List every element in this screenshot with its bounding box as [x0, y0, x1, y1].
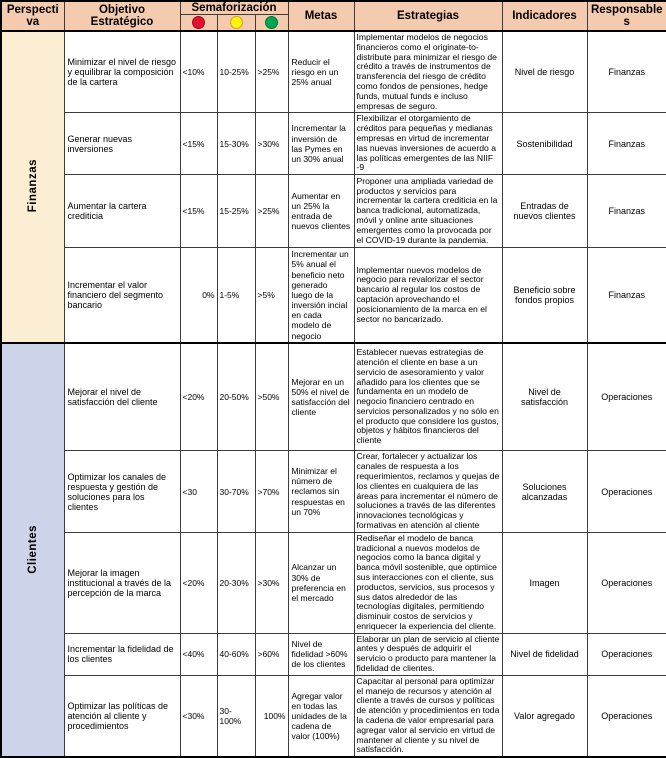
- semaforo-red-header: [180, 15, 217, 32]
- meta-cell: Minimizar el número de reclamos sin respuestas en un 70%: [288, 451, 354, 532]
- objetivo-cell: Incrementar la fidelidad de los clientes: [64, 633, 180, 675]
- semaforo-red-cell: <20%: [180, 532, 217, 633]
- estrategia-cell: Implementar nuevos modelos de negocio para revalorizar el sector bancario al regular los costos de captación aprovechando el posicionamiento de la marca en el sector no bancarizado.: [354, 248, 502, 343]
- indicador-cell: Sostenibilidad: [502, 113, 587, 175]
- table-row: [1, 343, 666, 451]
- table-row: [1, 113, 666, 175]
- meta-cell: Aumentar en un 25% la entrada de nuevos clientes: [288, 175, 354, 248]
- indicador-cell: Nivel de riesgo: [502, 31, 587, 113]
- semaforo-yellow-cell: 15-25%: [217, 175, 255, 248]
- indicador-cell: Nivel de fidelidad: [502, 633, 587, 675]
- semaforo-green-cell: >25%: [255, 31, 288, 113]
- col-header-objetivo-estrategico: Objetivo Estratégico: [64, 1, 180, 31]
- objetivo-cell: Mejorar el nivel de satisfacción del cliente: [64, 343, 180, 451]
- responsable-cell: Finanzas: [587, 175, 666, 248]
- col-header-responsables: Responsables: [587, 1, 666, 31]
- semaforo-green-cell: 100%: [255, 675, 288, 757]
- perspective-label: Clientes: [26, 524, 39, 574]
- meta-cell: Mejorar en un 50% el nivel de satisfacción del cliente: [288, 343, 354, 451]
- estrategia-cell: Elaborar un plan de servicio al cliente antes y después de adquirir el servicio o producto para mantener la fidelidad de clientes.: [354, 633, 502, 675]
- indicador-cell: Beneficio sobre fondos propios: [502, 248, 587, 343]
- estrategia-cell: Proponer una ampliada variedad de productos y servicios para incrementar la cartera crediticia en la banca tradicional, automatizada, móvil y online ante situaciones emergentes como la provocada por el COVID-19 durante la pandemia.: [354, 175, 502, 248]
- yellow-circle-icon: [230, 16, 243, 29]
- perspective-cell-clientes: [1, 343, 64, 757]
- col-header-semaforizacion: Semaforización: [180, 1, 288, 15]
- semaforo-yellow-cell: 30-100%: [217, 675, 255, 757]
- meta-cell: Agregar valor en todas las unidades de la cadena de valor (100%): [288, 675, 354, 757]
- indicador-cell: Soluciones alcanzadas: [502, 451, 587, 532]
- semaforo-green-cell: >60%: [255, 633, 288, 675]
- table-row: [1, 633, 666, 675]
- table-row: [1, 175, 666, 248]
- col-header-metas: Metas: [288, 1, 354, 31]
- meta-cell: Alcanzar un 30% de preferencia en el mercado: [288, 532, 354, 633]
- indicador-cell: Valor agregado: [502, 675, 587, 757]
- semaforo-yellow-header: [217, 15, 255, 32]
- col-header-estrategias: Estrategias: [354, 1, 502, 31]
- semaforo-red-cell: <20%: [180, 343, 217, 451]
- semaforo-green-cell: >30%: [255, 113, 288, 175]
- semaforo-red-cell: <40%: [180, 633, 217, 675]
- perspective-label: Finanzas: [26, 159, 39, 213]
- responsable-cell: Finanzas: [587, 248, 666, 343]
- responsable-cell: Operaciones: [587, 675, 666, 757]
- perspective-cell-finanzas: [1, 31, 64, 343]
- objetivo-cell: Minimizar el nivel de riesgo y equilibrar la composición de la cartera: [64, 31, 180, 113]
- meta-cell: Incrementar la inversión de las Pymes en un 30% anual: [288, 113, 354, 175]
- semaforo-green-cell: >50%: [255, 343, 288, 451]
- objetivo-cell: Generar nuevas inversiones: [64, 113, 180, 175]
- table-row: [1, 451, 666, 532]
- responsable-cell: Operaciones: [587, 633, 666, 675]
- responsable-cell: Finanzas: [587, 113, 666, 175]
- objetivo-cell: Optimizar los canales de respuesta y gestión de soluciones para los clientes: [64, 451, 180, 532]
- semaforo-red-cell: <10%: [180, 31, 217, 113]
- estrategia-cell: Establecer nuevas estrategias de atención el cliente en base a un servicio de asesoramiento y valor añadido para los clientes que se fundamenta en un modelo de negocio financiero centrado en servicios personalizados y no sólo en el producto que considere los gustos, objetos y hábitos financieros del cliente: [354, 343, 502, 451]
- semaforo-green-header: [255, 15, 288, 32]
- semaforo-yellow-cell: 1-5%: [217, 248, 255, 343]
- indicador-cell: Entradas de nuevos clientes: [502, 175, 587, 248]
- semaforo-red-cell: 0%: [180, 248, 217, 343]
- table-row: [1, 248, 666, 343]
- col-header-indicadores: Indicadores: [502, 1, 587, 31]
- semaforo-red-cell: <15%: [180, 175, 217, 248]
- estrategia-cell: Implementar modelos de negocios financieros como el originate-to-distribute para minimizar el riesgo de crédito a través de instrumentos de transferencia del riesgo de crédito como fondos de pensiones, hedge funds, mutual funds e incluso empresas de seguro.: [354, 31, 502, 113]
- semaforo-red-cell: <30%: [180, 675, 217, 757]
- semaforo-green-cell: >70%: [255, 451, 288, 532]
- semaforo-yellow-cell: 15-30%: [217, 113, 255, 175]
- responsable-cell: Finanzas: [587, 31, 666, 113]
- responsable-cell: Operaciones: [587, 451, 666, 532]
- meta-cell: Reducir el riesgo en un 25% anual: [288, 31, 354, 113]
- red-circle-icon: [192, 16, 205, 29]
- responsable-cell: Operaciones: [587, 532, 666, 633]
- semaforo-red-cell: <30: [180, 451, 217, 532]
- table-row: [1, 675, 666, 757]
- semaforo-green-cell: >25%: [255, 175, 288, 248]
- semaforo-yellow-cell: 20-30%: [217, 532, 255, 633]
- meta-cell: Nivel de fidelidad >60% de los clientes: [288, 633, 354, 675]
- semaforo-yellow-cell: 10-25%: [217, 31, 255, 113]
- semaforo-yellow-cell: 40-60%: [217, 633, 255, 675]
- estrategia-cell: Capacitar al personal para optimizar el manejo de recursos y atención al cliente a través de cursos y políticas de atención y procedimientos en toda la cadena de valor empresarial para agregar valor al servicio en virtud de mantener al cliente y su nivel de satisfacción.: [354, 675, 502, 757]
- semaforo-yellow-cell: 20-50%: [217, 343, 255, 451]
- estrategia-cell: Crear, fortalecer y actualizar los canales de respuesta a los requerimientos, reclamos y quejas de los clientes en cualquiera de las áreas para incrementar el número de soluciones a través de las diferentes innovaciones tecnológicas y formativas en atención al cliente: [354, 451, 502, 532]
- semaforo-red-cell: <15%: [180, 113, 217, 175]
- meta-cell: Incrementar un 5% anual el beneficio neto generado luego de la inversión incial en cada modelo de negocio: [288, 248, 354, 343]
- estrategia-cell: Flexibilizar el otorgamiento de créditos para pequeñas y medianas empresas en virtud de incrementar las nuevas inversiones de acuerdo a las políticas emergentes de las NIIF -9: [354, 113, 502, 175]
- table-row: [1, 532, 666, 633]
- table-row: [1, 31, 666, 113]
- semaforo-green-cell: >5%: [255, 248, 288, 343]
- indicador-cell: Nivel de satisfacción: [502, 343, 587, 451]
- objetivo-cell: Optimizar las políticas de atención al cliente y procedimientos: [64, 675, 180, 757]
- responsable-cell: Operaciones: [587, 343, 666, 451]
- semaforo-green-cell: >30%: [255, 532, 288, 633]
- green-circle-icon: [265, 16, 278, 29]
- objetivo-cell: Incrementar el valor financiero del segmento bancario: [64, 248, 180, 343]
- col-header-perspectiva: Perspectiva: [1, 1, 64, 31]
- semaforo-yellow-cell: 30-70%: [217, 451, 255, 532]
- objetivo-cell: Aumentar la cartera crediticia: [64, 175, 180, 248]
- indicador-cell: Imagen: [502, 532, 587, 633]
- estrategia-cell: Rediseñar el modelo de banca tradicional a nuevos modelos de negocios como la banca digital y banca móvil sostenible, que optimice sus interacciones con el cliente, sus productos, servicios, sus procesos y sus datos alrededor de las tecnologías digitales, permitiendo disminuir costos de servicios y enriquecer la experiencia del cliente.: [354, 532, 502, 633]
- objetivo-cell: Mejorar la imagen institucional a través de la percepción de la marca: [64, 532, 180, 633]
